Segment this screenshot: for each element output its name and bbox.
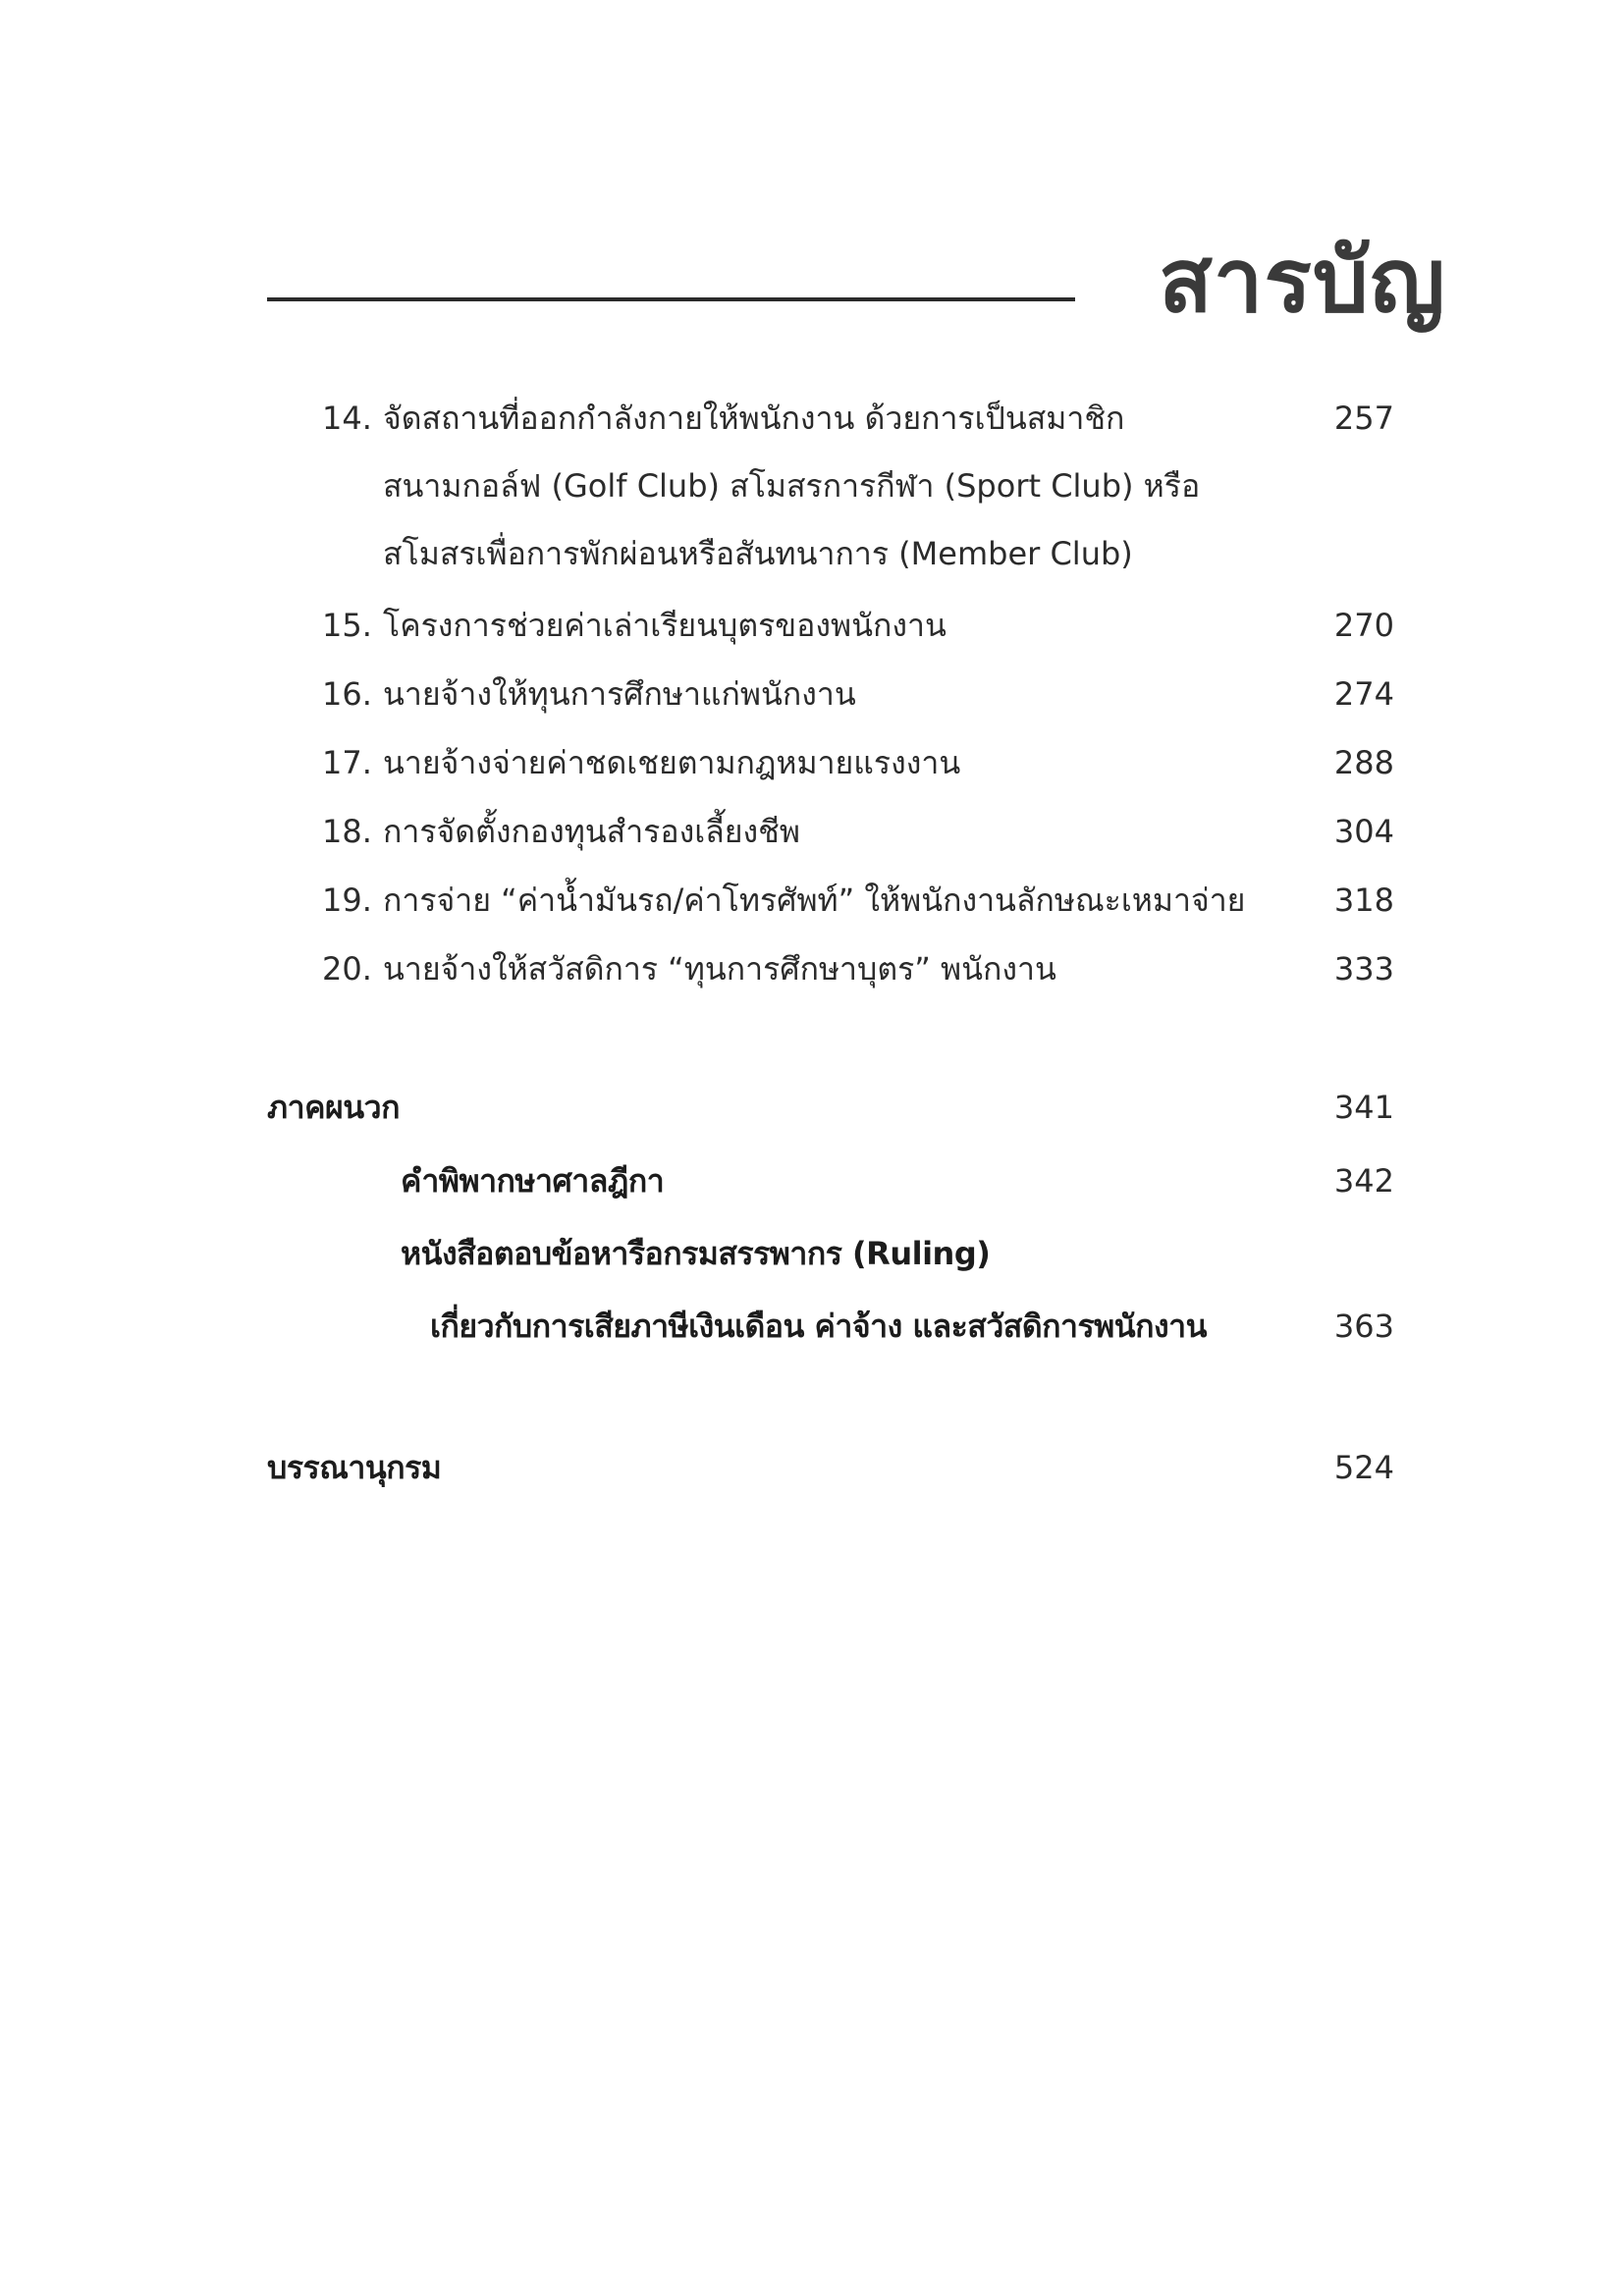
entry-page-number: 333 [1333,950,1394,988]
entry-number: 20. [322,950,372,988]
appendix-item-supreme-court[interactable]: คำพิพากษาศาลฎีกา [401,1162,665,1200]
entry-page-number: 318 [1333,881,1394,919]
appendix-item-page-number: 363 [1333,1308,1394,1345]
appendix-page-number: 341 [1333,1089,1394,1126]
toc-entry-17[interactable] [322,743,960,782]
entry-page-number: 288 [1333,744,1394,781]
entry-number: 18. [322,813,372,850]
entry-number: 15. [322,607,372,644]
entry-title: โครงการช่วยค่าเล่าเรียนบุตรของพนักงาน [383,607,947,644]
toc-entry-18[interactable] [322,812,800,851]
bibliography-page-number: 524 [1333,1449,1394,1486]
entry-page-number: 270 [1333,607,1394,644]
entry-number: 17. [322,744,372,781]
appendix-item-ruling[interactable]: หนังสือตอบข้อหารือกรมสรรพากร (Ruling) [401,1235,991,1272]
page-title: สารบัญ [1159,230,1446,333]
toc-entry-14[interactable] [322,399,1124,438]
entry-title: นายจ้างจ่ายค่าชดเชยตามกฎหมายแรงงาน [383,744,961,781]
entry-page-number: 304 [1333,813,1394,850]
appendix-item-page-number: 342 [1333,1162,1394,1200]
bibliography-heading[interactable]: บรรณานุกรม [267,1449,442,1486]
entry-title: นายจ้างให้สวัสดิการ “ทุนการศึกษาบุตร” พนักงาน [383,950,1056,988]
toc-entry-16[interactable] [322,674,856,714]
entry-number: 14. [322,400,372,437]
entry-page-number: 257 [1333,400,1394,437]
entry-title: นายจ้างให้ทุนการศึกษาแก่พนักงาน [383,675,856,713]
entry-title: การจัดตั้งกองทุนสำรองเลี้ยงชีพ [383,813,800,850]
entry-number: 16. [322,675,372,713]
toc-entry-20[interactable] [322,949,1056,988]
appendix-item-ruling-line-2: เกี่ยวกับการเสียภาษีเงินเดือน ค่าจ้าง และสวัสดิการพนักงาน [430,1308,1207,1345]
entry-page-number: 274 [1333,675,1394,713]
entry-title: การจ่าย “ค่าน้ำมันรถ/ค่าโทรศัพท์” ให้พนักงานลักษณะเหมาจ่าย [383,881,1246,919]
entry-title-line-2: สนามกอล์ฟ (Golf Club) สโมสรการกีฬา (Sport Club) หรือ [383,467,1201,505]
entry-title-line-1: จัดสถานที่ออกกำลังกายให้พนักงาน ด้วยการเป็นสมาชิก [383,400,1125,437]
toc-entry-19[interactable] [322,881,1245,920]
entry-title-line-3: สโมสรเพื่อการพักผ่อนหรือสันทนาการ (Member Club) [383,535,1133,572]
toc-entry-15[interactable] [322,606,947,645]
entry-number: 19. [322,881,372,919]
appendix-heading[interactable]: ภาคผนวก [267,1089,400,1126]
